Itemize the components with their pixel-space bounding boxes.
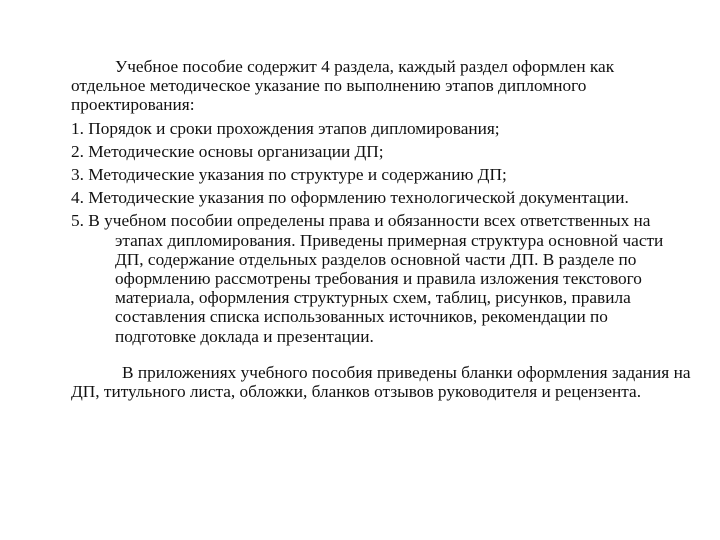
slide-text-body [71,57,691,401]
list-item-1: 1. Порядок и сроки прохождения этапов дипломирования; [71,118,500,138]
list-item-2: 2. Методические основы организации ДП; [71,141,384,161]
list-item-5: 5. В учебном пособии определены права и обязанности всех ответственных на этапах дипломирования. Приведены примерная структура основной части ДП, содержание отдельных разделов основной части ДП. В разделе по оформлению рассмотрены требования и правила изложения текстового материала, оформления структурных схем, таблиц, рисунков, правила составления списка использованных источников, рекомендации по подготовке доклада и презентации. [71,211,664,346]
list-item-3: 3. Методические указания по структуре и содержанию ДП; [71,165,507,185]
intro-paragraph: Учебное пособие содержит 4 раздела, каждый раздел оформлен как отдельное методическое указание по выполнению этапов дипломного проектирования: [71,57,615,115]
closing-paragraph: В приложениях учебного пособия приведены бланки оформления задания на ДП, титульного листа, обложки, бланков отзывов руководителя и рецензента. [71,362,691,402]
list-item-4: 4. Методические указания по оформлению технологической документации. [71,188,629,208]
